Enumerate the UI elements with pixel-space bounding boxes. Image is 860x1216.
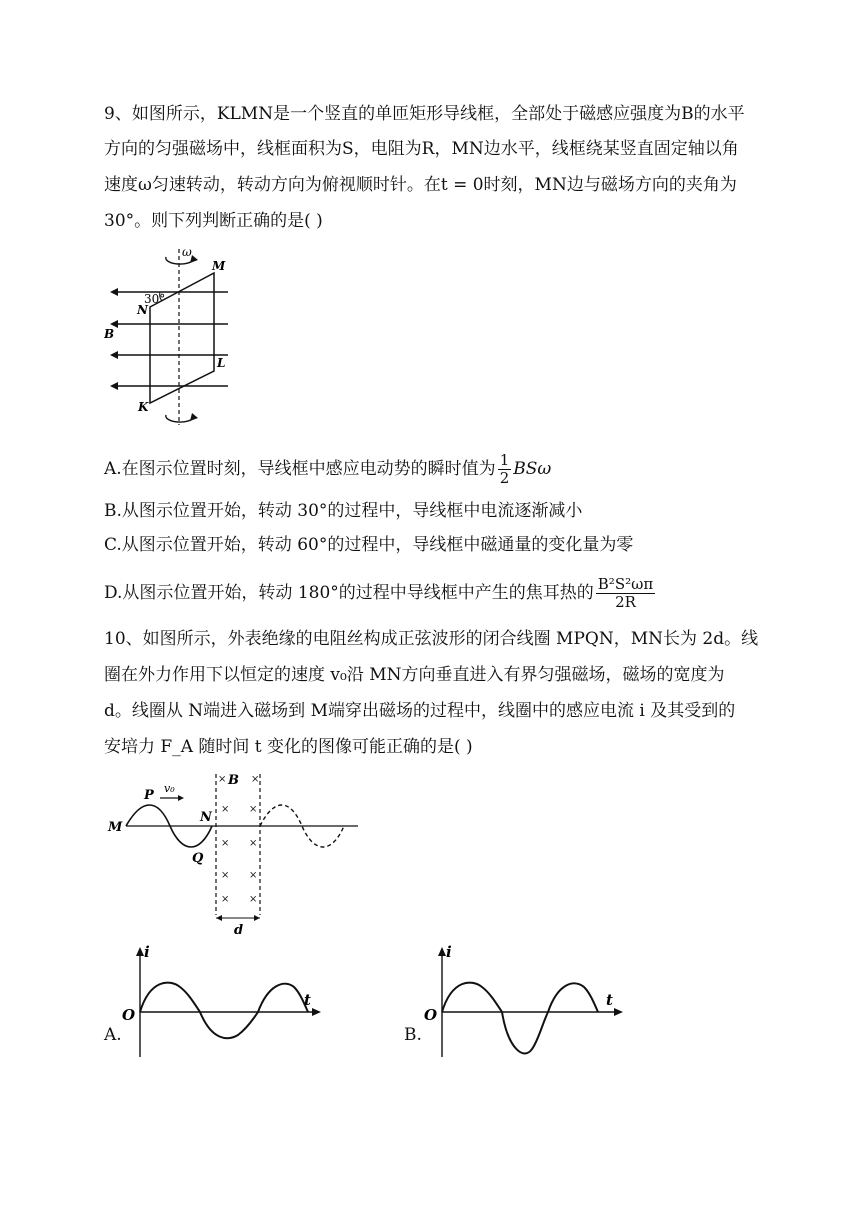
axis-i: i bbox=[446, 945, 452, 961]
cross-mark: × bbox=[221, 870, 230, 881]
cross-mark: × bbox=[249, 870, 258, 881]
q9-line-4: 30°。则下列判断正确的是( ) bbox=[104, 211, 323, 231]
label-L: L bbox=[217, 356, 226, 370]
axis-t: t bbox=[304, 991, 311, 1009]
q9-line-3: 速度ω匀速转动，转动方向为俯视顺时针。在t = 0时刻，MN边与磁场方向的夹角为 bbox=[104, 175, 737, 195]
label-M: M bbox=[108, 820, 123, 835]
cross-mark: × bbox=[221, 894, 230, 905]
label-Q: Q bbox=[192, 851, 204, 866]
label-K: K bbox=[138, 400, 149, 414]
q9-option-c: C.从图示位置开始，转动 60°的过程中，导线框中磁通量的变化量为零 bbox=[104, 535, 634, 555]
label-N: N bbox=[137, 303, 148, 317]
q10-line-4: 安培力 F_A 随时间 t 变化的图像可能正确的是( ) bbox=[104, 737, 473, 757]
q10-option-b-label: B. bbox=[404, 1025, 422, 1045]
q9-option-b: B.从图示位置开始，转动 30°的过程中，导线框中电流逐渐减小 bbox=[104, 501, 583, 521]
q9-option-d: D.从图示位置开始，转动 180°的过程中导线框中产生的焦耳热的 $\frac{\text{B²S²ωπ}}{2R}$ bbox=[104, 575, 654, 611]
axis-i: i bbox=[144, 945, 150, 961]
label-M: M bbox=[212, 259, 226, 273]
label-v0: v₀ bbox=[164, 782, 175, 795]
origin-O: O bbox=[424, 1006, 438, 1024]
cross-mark: × bbox=[218, 774, 227, 785]
axis-t: t bbox=[606, 991, 613, 1009]
q10-line-3: d。线圈从 N端进入磁场到 M端穿出磁场的过程中，线圈中的感应电流 i 及其受到的 bbox=[104, 701, 736, 721]
label-B: B bbox=[104, 327, 115, 341]
q10-line-2: 圈在外力作用下以恒定的速度 v₀沿 MN方向垂直进入有界匀强磁场，磁场的宽度为 bbox=[104, 665, 725, 685]
label-d: d bbox=[234, 923, 244, 938]
q10-option-b-graph bbox=[420, 945, 625, 1065]
q9-figure bbox=[104, 245, 244, 431]
angle-label: 30° bbox=[144, 292, 166, 306]
q10-line-1: 10、如图所示，外表绝缘的电阻丝构成正弦波形的闭合线圈 MPQN，MN长为 2d。线 bbox=[104, 629, 759, 649]
q9-line-1: 9、如图所示，KLMN是一个竖直的单匝矩形导线框，全部处于磁感应强度为B的水平 bbox=[104, 104, 745, 124]
omega-label: ω bbox=[182, 245, 192, 259]
cross-mark: × bbox=[221, 804, 230, 815]
q9-line-2: 方向的匀强磁场中，线框面积为S，电阻为R，MN边水平，线框绕某竖直固定轴以角 bbox=[104, 139, 739, 159]
fraction: $\frac{\text{B²S²ωπ}}{2R}$ bbox=[597, 575, 654, 611]
label-N: N bbox=[200, 810, 212, 825]
q9-option-a: A.在图示位置时刻，导线框中感应电动势的瞬时值为 $\frac{1}{2}$ BSω bbox=[104, 451, 552, 487]
cross-mark: × bbox=[251, 774, 260, 785]
label-B: B bbox=[228, 773, 239, 788]
q10-option-a-label: A. bbox=[104, 1025, 122, 1045]
origin-O: O bbox=[122, 1006, 136, 1024]
q10-option-a-graph bbox=[118, 945, 323, 1065]
cross-mark: × bbox=[249, 804, 258, 815]
q10-figure bbox=[104, 770, 366, 938]
fraction: $\frac{1}{2}$ bbox=[499, 451, 510, 487]
cross-mark: × bbox=[249, 838, 258, 849]
cross-mark: × bbox=[221, 838, 230, 849]
cross-mark: × bbox=[249, 894, 258, 905]
label-P: P bbox=[144, 788, 154, 803]
